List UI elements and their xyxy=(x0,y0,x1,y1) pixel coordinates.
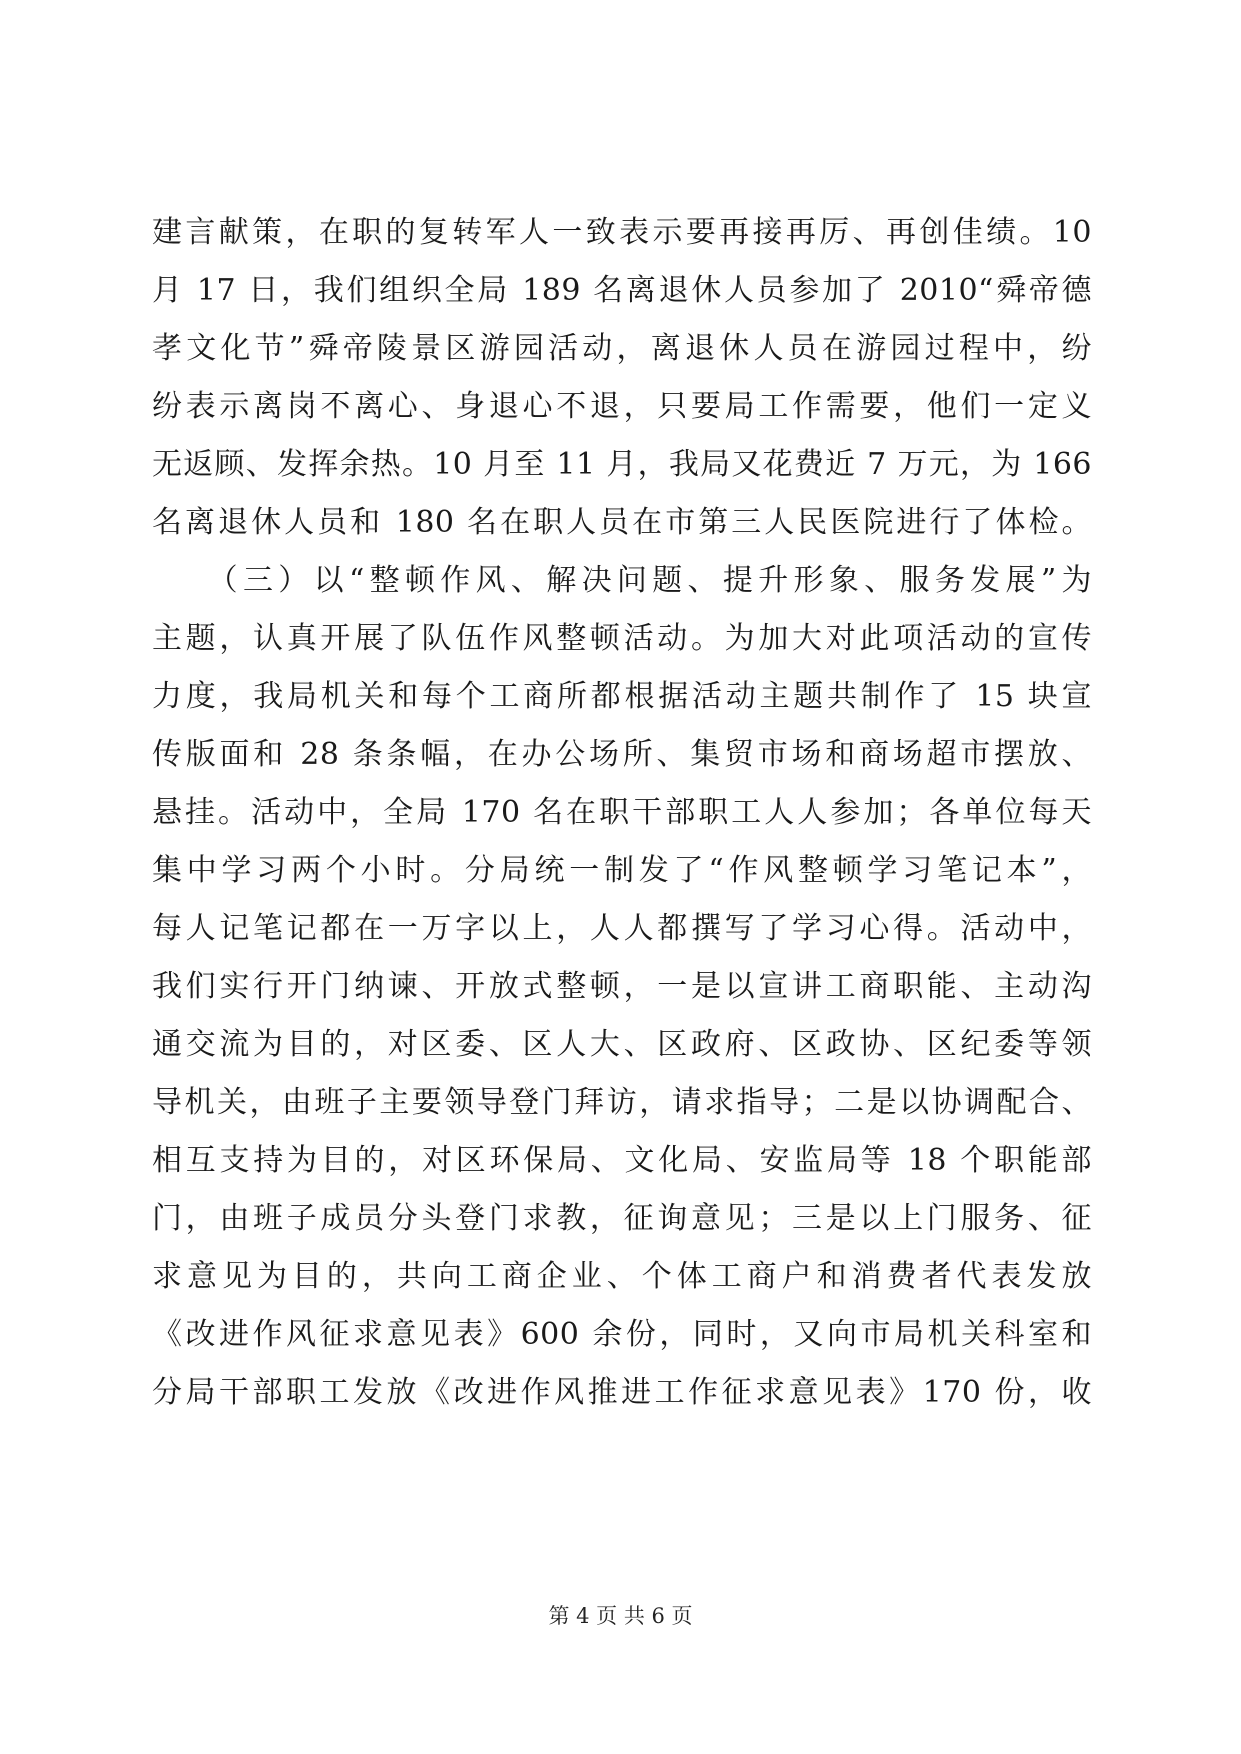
text-line: 力度，我局机关和每个工商所都根据活动主题共制作了 15 块宣 xyxy=(152,679,1092,714)
body-text xyxy=(152,204,1092,1422)
text-line: 《改进作风征求意见表》600 余份，同时，又向市局机关科室和 xyxy=(152,1317,1092,1352)
text-line: 名离退休人员和 180 名在职人员在市第三人民医院进行了体检。 xyxy=(152,505,1092,540)
text-line: 无返顾、发挥余热。10 月至 11 月，我局又花费近 7 万元，为 166 xyxy=(152,447,1092,482)
page-number-footer: 第 4 页 共 6 页 xyxy=(548,1604,693,1628)
text-line: 我们实行开门纳谏、开放式整顿，一是以宣讲工商职能、主动沟 xyxy=(152,969,1092,1004)
text-line: 建言献策，在职的复转军人一致表示要再接再厉、再创佳绩。10 xyxy=(152,215,1092,250)
text-line: 月 17 日，我们组织全局 189 名离退休人员参加了 2010“舜帝德 xyxy=(152,273,1092,308)
text-line: 导机关，由班子主要领导登门拜访，请求指导；二是以协调配合、 xyxy=(152,1085,1092,1120)
text-line: 纷表示离岗不离心、身退心不退，只要局工作需要，他们一定义 xyxy=(152,389,1092,424)
text-line: 通交流为目的，对区委、区人大、区政府、区政协、区纪委等领 xyxy=(152,1027,1092,1062)
text-line: 相互支持为目的，对区环保局、文化局、安监局等 18 个职能部 xyxy=(152,1143,1092,1178)
text-line: 门，由班子成员分头登门求教，征询意见；三是以上门服务、征 xyxy=(152,1201,1092,1236)
text-line: 分局干部职工发放《改进作风推进工作征求意见表》170 份，收 xyxy=(152,1375,1092,1410)
text-line: 孝文化节”舜帝陵景区游园活动，离退休人员在游园过程中，纷 xyxy=(152,331,1092,366)
text-line: 每人记笔记都在一万字以上，人人都撰写了学习心得。活动中， xyxy=(152,911,1092,946)
text-line: 悬挂。活动中，全局 170 名在职干部职工人人参加；各单位每天 xyxy=(152,795,1092,830)
section-heading-line: （三）以“整顿作风、解决问题、提升形象、服务发展”为 xyxy=(152,563,1092,598)
text-line: 传版面和 28 条条幅，在办公场所、集贸市场和商场超市摆放、 xyxy=(152,737,1092,772)
text-line: 求意见为目的，共向工商企业、个体工商户和消费者代表发放 xyxy=(152,1259,1092,1294)
text-line: 集中学习两个小时。分局统一制发了“作风整顿学习笔记本”， xyxy=(152,853,1092,888)
text-line: 主题，认真开展了队伍作风整顿活动。为加大对此项活动的宣传 xyxy=(152,621,1092,656)
